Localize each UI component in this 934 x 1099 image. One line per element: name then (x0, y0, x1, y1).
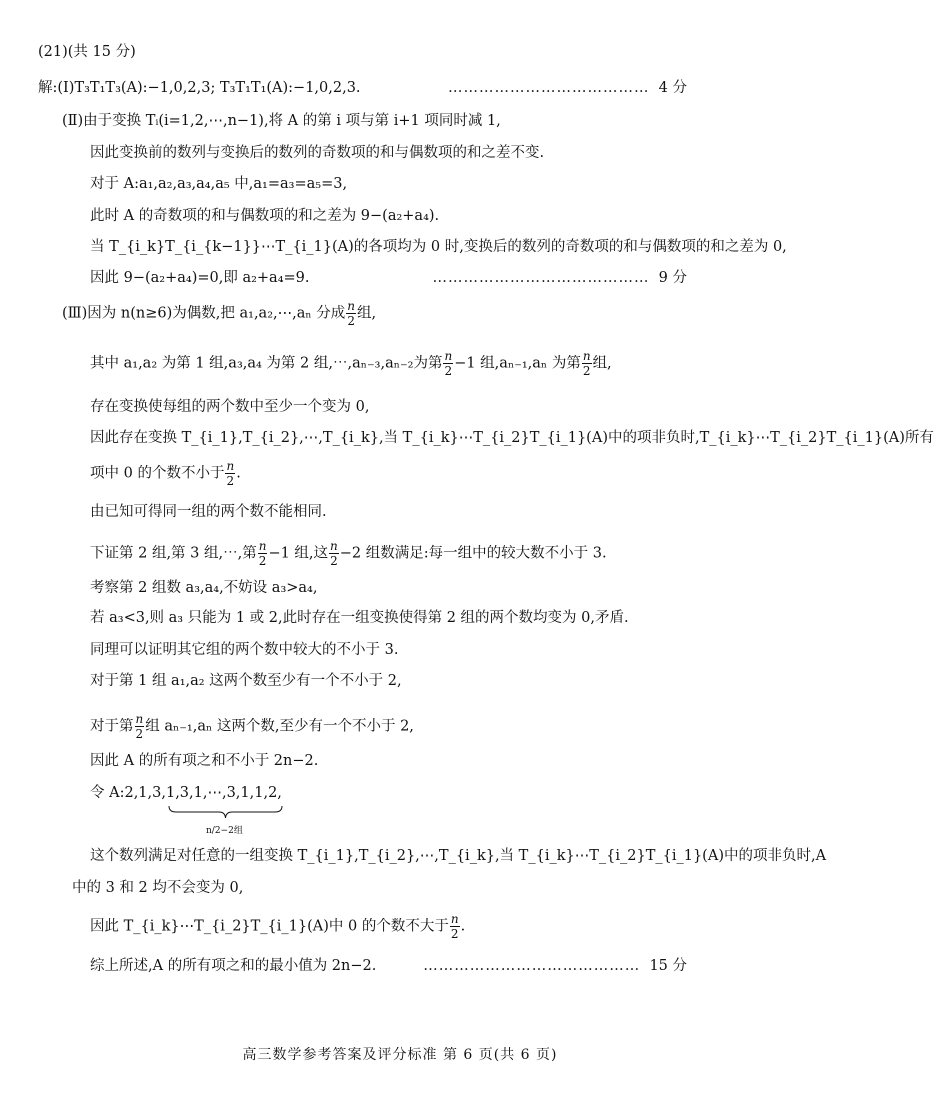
part3-line-8: 考察第 2 组数 a₃,a₄,不妨设 a₃>a₄, (90, 580, 318, 596)
part2-line-5: 当 T_{i_k}T_{i_{k−1}}⋯T_{i_1}(A)的各项均为 0 时,变换后的数列的奇数项的和与偶数项的和之差为 0, (90, 239, 787, 255)
part1-score: ………………………………… 4 分 (447, 80, 687, 96)
underbrace (168, 805, 283, 819)
part2-line-6: 因此 9−(a₂+a₄)=0,即 a₂+a₄=9. (90, 270, 310, 286)
part3-line-5: 项中 0 的个数不小于 $\frac{n}{2}$ . (90, 459, 241, 488)
part3-line-16: 中的 3 和 2 均不会变为 0, (72, 880, 244, 896)
part3-line-13: 因此 A 的所有项之和不小于 2n−2. (90, 753, 319, 769)
part3-line-11: 对于第 1 组 a₁,a₂ 这两个数至少有一个不小于 2, (90, 673, 402, 689)
brace-label: n/2−2组 (206, 826, 243, 836)
part2-score: …………………………………… 9 分 (432, 270, 687, 286)
part1-line: 解:(Ⅰ)T₃T₁T₃(A):−1,0,2,3; T₃T₁T₁(A):−1,0,2,3. (38, 80, 361, 96)
part3-score: …………………………………… 15 分 (423, 958, 687, 974)
part2-line-3: 对于 A:a₁,a₂,a₃,a₄,a₅ 中,a₁=a₃=a₅=3, (90, 176, 348, 192)
part3-line-6: 由已知可得同一组的两个数不能相同. (90, 504, 327, 520)
part3-line-18: 综上所述,A 的所有项之和的最小值为 2n−2. (90, 958, 377, 974)
part3-line-2: 其中 a₁,a₂ 为第 1 组,a₃,a₄ 为第 2 组,⋯,aₙ₋₃,aₙ₋₂为第 $\frac{n}{2}$ −1 组,aₙ₋₁,aₙ 为第 $\frac{n}{2}$ 组, (90, 349, 612, 378)
page-footer: 高三数学参考答案及评分标准 第 6 页(共 6 页) (242, 1047, 558, 1063)
part2-line-4: 此时 A 的奇数项的和与偶数项的和之差为 9−(a₂+a₄). (90, 208, 440, 224)
part3-line-4: 因此存在变换 T_{i_1},T_{i_2},⋯,T_{i_k},当 T_{i_k}⋯T_{i_2}T_{i_1}(A)中的项非负时,T_{i_k}⋯T_{i_2}T_{i_1}(A)所有 (90, 430, 934, 446)
part3-line-1: (Ⅲ)因为 n(n≥6)为偶数,把 a₁,a₂,⋯,aₙ 分成 $\frac{n}{2}$ 组, (62, 299, 377, 328)
part3-line-14: 令 A:2,1,3,1,3,1,⋯,3,1,1,2, (90, 785, 282, 801)
part3-line-9: 若 a₃<3,则 a₃ 只能为 1 或 2,此时存在一组变换使得第 2 组的两个数均变为 0,矛盾. (90, 610, 629, 626)
part2-line-2: 因此变换前的数列与变换后的数列的奇数项的和与偶数项的和之差不变. (90, 145, 545, 161)
part3-line-15: 这个数列满足对任意的一组变换 T_{i_1},T_{i_2},⋯,T_{i_k},当 T_{i_k}⋯T_{i_2}T_{i_1}(A)中的项非负时,A (90, 848, 827, 864)
part3-line-10: 同理可以证明其它组的两个数中较大的不小于 3. (90, 642, 399, 658)
part3-line-12: 对于第 $\frac{n}{2}$ 组 aₙ₋₁,aₙ 这两个数,至少有一个不小于 2, (90, 712, 414, 741)
part3-line-3: 存在变换使每组的两个数中至少一个变为 0, (90, 399, 370, 415)
part3-line-17: 因此 T_{i_k}⋯T_{i_2}T_{i_1}(A)中 0 的个数不大于 $\frac{n}{2}$ . (90, 912, 466, 941)
part3-line-7: 下证第 2 组,第 3 组,⋯,第 $\frac{n}{2}$ −1 组,这 $\frac{n}{2}$ −2 组数满足:每一组中的较大数不小于 3. (90, 539, 607, 568)
problem-header: (21)(共 15 分) (38, 44, 136, 60)
part2-line-1: (Ⅱ)由于变换 Tᵢ(i=1,2,⋯,n−1),将 A 的第 i 项与第 i+1 项同时减 1, (62, 113, 501, 129)
